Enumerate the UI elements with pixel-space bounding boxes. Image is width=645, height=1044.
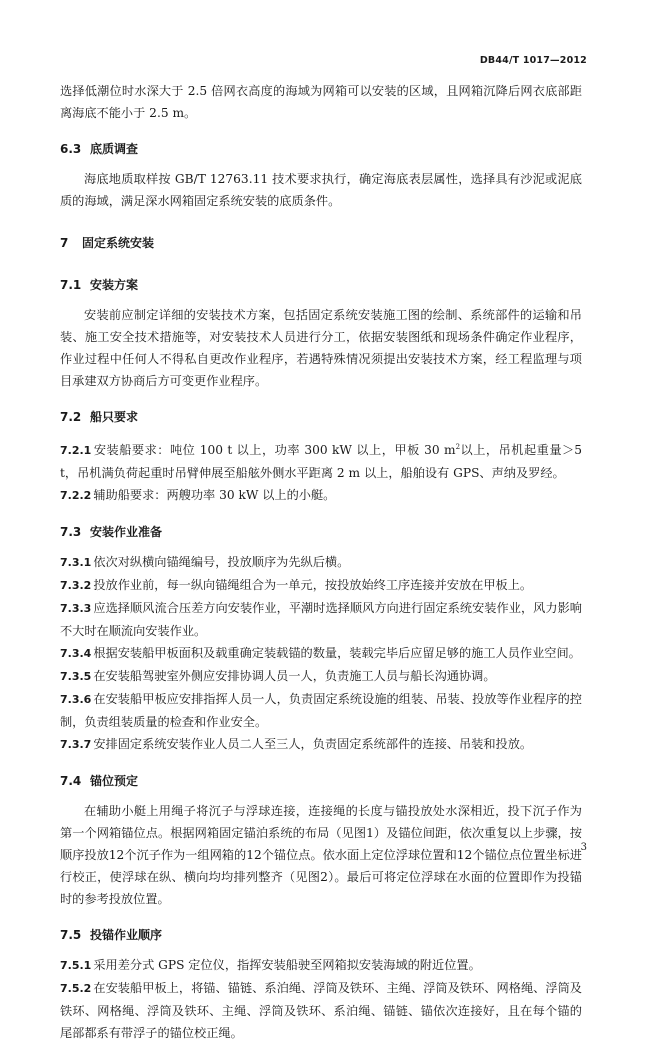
- clause-number: 7.5.1: [60, 959, 92, 973]
- standard-code: DB44/T 1017—2012: [479, 55, 587, 66]
- clause-number: 7.2.1: [60, 444, 92, 458]
- clause-7-3-2: [60, 574, 582, 597]
- clause-7-5-1: [60, 954, 582, 977]
- section-title: 固定系统安装: [82, 236, 155, 250]
- section-title: 安装作业准备: [90, 525, 163, 540]
- section-7-4-heading: [60, 770, 582, 792]
- section-number: 7.4: [60, 774, 82, 789]
- section-title: 底质调查: [90, 142, 139, 156]
- clause-number: 7.3.2: [60, 579, 92, 593]
- section-title: 安装方案: [90, 278, 139, 292]
- clause-7-2-2: [60, 484, 582, 507]
- section-title: 锚位预定: [90, 774, 139, 789]
- clause-number: 7.3.4: [60, 647, 92, 661]
- clause-7-3-1: [60, 551, 582, 574]
- clause-text: 应选择顺风流合压差方向安装作业，平潮时选择顺风方向进行固定系统安装作业，风力影响不大时在顺流向安装作业。: [60, 601, 582, 639]
- clause-text: 依次对纵横向锚绳编号，投放顺序为先纵后横。: [93, 555, 350, 570]
- clause-7-5-2: [60, 977, 582, 1044]
- clause-number: 7.5.2: [60, 982, 92, 996]
- clause-7-2-1: [60, 436, 582, 484]
- clause-text: 在安装船甲板应安排指挥人员一人，负责固定系统设施的组装、吊装、投放等作业程序的控制，负责组装质量的检查和作业安全。: [60, 692, 582, 730]
- clause-text-cont: 以上，吊机起重量＞5 t，吊机满负荷起重时吊臂伸展至船舷外侧水平距离 2 m 以上，船舶设有 GPS、声纳及罗经。: [60, 443, 582, 481]
- superscript: 2: [455, 443, 461, 451]
- section-7-5-heading: [60, 924, 582, 946]
- clause-text: 在安装船驾驶室外侧应安排协调人员一人，负责施工人员与船长沟通协调。: [93, 669, 496, 684]
- section-number: 7.2: [60, 410, 82, 424]
- section-number: 7: [60, 236, 69, 250]
- intro-paragraph: 选择低潮位时水深大于 2.5 倍网衣高度的海域为网箱可以安装的区域，且网箱沉降后网衣底部距离海底不能小于 2.5 m。: [60, 84, 582, 120]
- section-6-3-text: 海底地质取样按 GB/T 12763.11 技术要求执行，确定海底表层属性，选择具有沙泥或泥底质的海域，满足深水网箱固定系统安装的底质条件。: [60, 172, 582, 208]
- clause-text: 安排固定系统安装作业人员二人至三人，负责固定系统部件的连接、吊装和投放。: [93, 737, 533, 752]
- clause-text: 在安装船甲板上，将锚、锚链、系泊绳、浮筒及铁环、主绳、浮筒及铁环、网格绳、浮筒及铁环、网格绳、浮筒及铁环、主绳、浮筒及铁环、系泊绳、锚链、锚依次连接好，且在每个锚的尾部都系有带浮子的锚位校正绳。: [60, 981, 582, 1041]
- section-7-2-heading: [60, 406, 582, 428]
- page-content: [60, 80, 582, 1044]
- section-6-3-heading: [60, 138, 582, 160]
- section-number: 6.3: [60, 142, 82, 156]
- clause-number: 7.3.3: [60, 602, 92, 616]
- page-number: 3: [580, 842, 587, 853]
- section-7-1-heading: [60, 274, 582, 296]
- clause-number: 7.3.6: [60, 693, 92, 707]
- section-number: 7.5: [60, 928, 82, 943]
- clause-number: 7.2.2: [60, 489, 92, 503]
- clause-7-3-6: [60, 688, 582, 733]
- clause-number: 7.3.1: [60, 556, 92, 570]
- section-title: 船只要求: [90, 410, 139, 424]
- clause-text: 采用差分式 GPS 定位仪，指挥安装船驶至网箱拟安装海域的附近位置。: [93, 958, 481, 973]
- section-7-1-text: 安装前应制定详细的安装技术方案，包括固定系统安装施工图的绘制、系统部件的运输和吊装、施工安全技术措施等，对安装技术人员进行分工，依据安装图纸和现场条件确定作业程序，作业过程中任何人不得私自更改作业程序，若遇特殊情况须提出安装技术方案，经工程监理与项目承建双方协商后方可变更作业程序。: [60, 308, 582, 388]
- clause-text: 投放作业前，每一纵向锚绳组合为一单元，按投放始终工序连接并安放在甲板上。: [93, 578, 533, 593]
- clause-7-3-4: [60, 642, 582, 665]
- clause-7-3-5: [60, 665, 582, 688]
- clause-number: 7.3.5: [60, 670, 92, 684]
- clause-text: 根据安装船甲板面积及载重确定装载锚的数量，装载完毕后应留足够的施工人员作业空间。: [93, 646, 581, 661]
- section-number: 7.1: [60, 278, 82, 292]
- clause-text: 安装船要求：吨位 100 t 以上，功率 300 kW 以上，甲板 30 m: [93, 443, 456, 458]
- section-7-heading: [60, 232, 582, 254]
- section-7-4-text: 在辅助小艇上用绳子将沉子与浮球连接，连接绳的长度与锚投放处水深相近，投下沉子作为第一个网箱锚位点。根据网箱固定锚泊系统的布局（见图1）及锚位间距，依次重复以上步骤，按顺序投放12个沉子作为一组网箱的12个锚位点。依水面上定位浮球位置和12个锚位点位置坐标进行校正，使浮球在纵、横向均均排列整齐（见图2）。最后可将定位浮球在水面的位置即作为投锚时的参考投放位置。: [60, 804, 582, 907]
- section-number: 7.3: [60, 525, 82, 540]
- clause-number: 7.3.7: [60, 738, 92, 752]
- clause-text: 辅助船要求：两艘功率 30 kW 以上的小艇。: [93, 488, 336, 503]
- section-7-3-heading: [60, 521, 582, 543]
- clause-7-3-7: [60, 733, 582, 756]
- section-title: 投锚作业顺序: [90, 928, 163, 943]
- clause-7-3-3: [60, 597, 582, 642]
